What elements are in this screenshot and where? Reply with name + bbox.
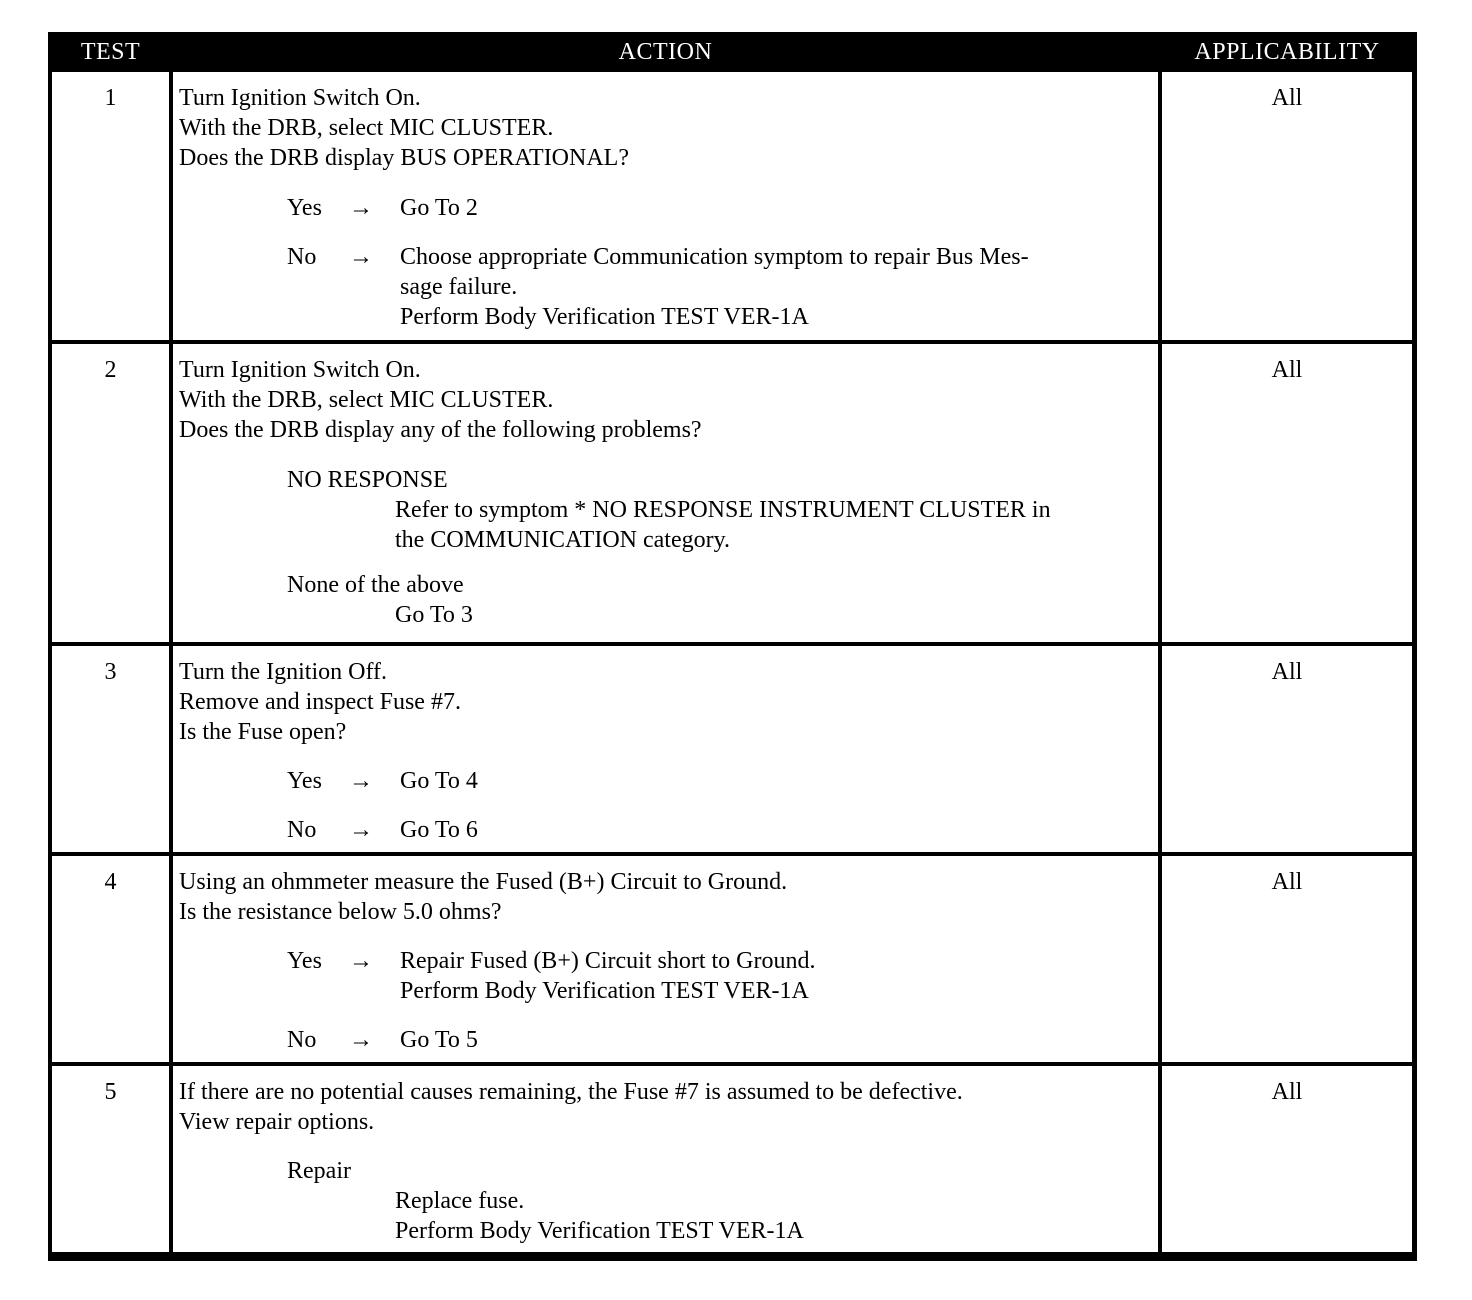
- test-number: 5: [104, 1079, 117, 1105]
- action-line: Turn the Ignition Off.: [179, 659, 388, 685]
- applicability-cell: [1162, 344, 1412, 642]
- applicability-cell: [1162, 856, 1412, 1062]
- action-line: Turn Ignition Switch On.: [179, 357, 421, 383]
- test-number: 3: [104, 659, 117, 685]
- no-result: Choose appropriate Communication symptom to repair Bus Mes-: [400, 244, 1029, 270]
- applicability-value: All: [1271, 869, 1303, 895]
- action-line: Is the Fuse open?: [179, 719, 347, 745]
- action-line: Using an ohmmeter measure the Fused (B+) Circuit to Ground.: [179, 869, 788, 895]
- yes-result: Go To 4: [400, 768, 478, 794]
- yes-option: [179, 766, 1158, 796]
- table-header: [48, 32, 1417, 72]
- table-row: [52, 856, 1412, 1062]
- applicability-cell: [1162, 1066, 1412, 1252]
- action-line: Remove and inspect Fuse #7.: [179, 689, 461, 715]
- yes-result-continuation: Perform Body Verification TEST VER-1A: [400, 978, 809, 1004]
- yes-label: Yes: [287, 948, 322, 974]
- repair-label: Repair: [287, 1158, 351, 1184]
- test-number-cell: [52, 856, 169, 1062]
- header-applicability: APPLICABILITY: [1194, 39, 1380, 65]
- arrow-icon: →: [349, 244, 373, 270]
- action-cell: [173, 344, 1158, 642]
- action-line: Does the DRB display BUS OPERATIONAL?: [179, 145, 629, 171]
- test-number-cell: [52, 344, 169, 642]
- option-text: Go To 3: [395, 602, 473, 628]
- applicability-value: All: [1271, 85, 1303, 111]
- arrow-icon: →: [349, 1027, 373, 1053]
- arrow-icon: →: [349, 195, 373, 221]
- diagnostic-test-table: [48, 32, 1417, 1261]
- option-text: Refer to symptom * NO RESPONSE INSTRUMENT CLUSTER in: [395, 497, 1051, 523]
- action-cell: [173, 856, 1158, 1062]
- no-label: No: [287, 817, 317, 843]
- no-result-continuation: sage failure.: [400, 274, 518, 300]
- table-row: [52, 72, 1412, 340]
- applicability-value: All: [1271, 659, 1303, 685]
- applicability-cell: [1162, 72, 1412, 340]
- option-label: NO RESPONSE: [287, 467, 448, 493]
- table-row: [52, 344, 1412, 642]
- action-line: With the DRB, select MIC CLUSTER.: [179, 387, 554, 413]
- no-label: No: [287, 244, 317, 270]
- applicability-cell: [1162, 646, 1412, 852]
- table-row: [52, 1066, 1412, 1252]
- arrow-icon: →: [349, 768, 373, 794]
- action-line: Does the DRB display any of the following problems?: [179, 417, 702, 443]
- test-number-cell: [52, 646, 169, 852]
- repair-text: Perform Body Verification TEST VER-1A: [395, 1218, 804, 1244]
- no-result-continuation: Perform Body Verification TEST VER-1A: [400, 304, 809, 330]
- no-result: Go To 5: [400, 1027, 478, 1053]
- action-line: With the DRB, select MIC CLUSTER.: [179, 115, 554, 141]
- action-cell: [173, 72, 1158, 340]
- option-text: the COMMUNICATION category.: [395, 527, 731, 553]
- arrow-icon: →: [349, 948, 373, 974]
- test-number-cell: [52, 72, 169, 340]
- no-option: [179, 242, 1158, 272]
- yes-result: Go To 2: [400, 195, 478, 221]
- yes-result: Repair Fused (B+) Circuit short to Ground.: [400, 948, 816, 974]
- header-action: ACTION: [618, 39, 713, 65]
- yes-option: [179, 193, 1158, 223]
- no-label: No: [287, 1027, 317, 1053]
- action-line: If there are no potential causes remaining, the Fuse #7 is assumed to be defective.: [179, 1079, 963, 1105]
- yes-option: [179, 946, 1158, 976]
- action-line: Turn Ignition Switch On.: [179, 85, 421, 111]
- test-number: 1: [104, 85, 117, 111]
- no-option: [179, 815, 1158, 845]
- no-result: Go To 6: [400, 817, 478, 843]
- action-cell: [173, 646, 1158, 852]
- test-number-cell: [52, 1066, 169, 1252]
- action-cell: [173, 1066, 1158, 1252]
- test-number: 4: [104, 869, 117, 895]
- option-label: None of the above: [287, 572, 464, 598]
- header-test: TEST: [80, 39, 141, 65]
- action-line: Is the resistance below 5.0 ohms?: [179, 899, 502, 925]
- applicability-value: All: [1271, 1079, 1303, 1105]
- table-row: [52, 646, 1412, 852]
- arrow-icon: →: [349, 817, 373, 843]
- repair-text: Replace fuse.: [395, 1188, 525, 1214]
- yes-label: Yes: [287, 195, 322, 221]
- test-number: 2: [104, 357, 117, 383]
- no-option: [179, 1025, 1158, 1055]
- yes-label: Yes: [287, 768, 322, 794]
- action-line: View repair options.: [179, 1109, 375, 1135]
- applicability-value: All: [1271, 357, 1303, 383]
